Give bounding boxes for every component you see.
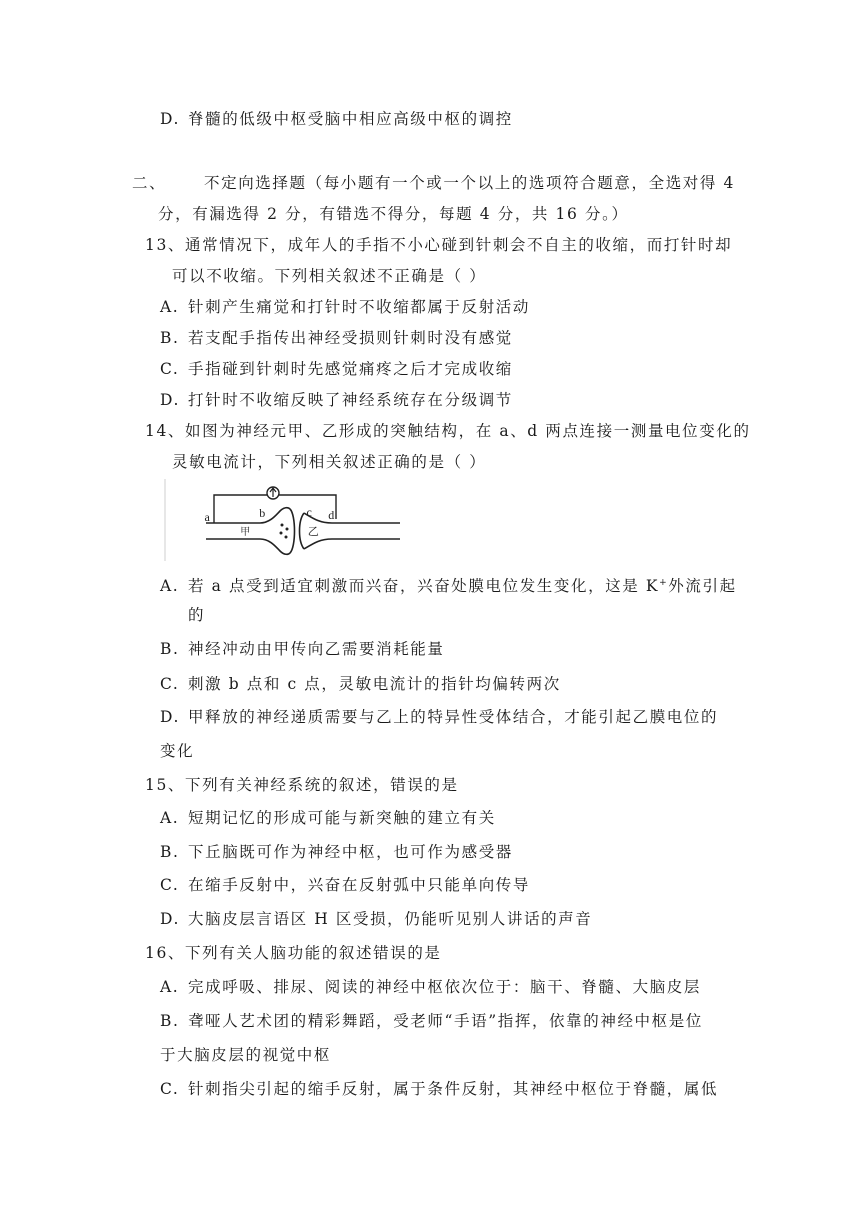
figure-label-a: a (204, 510, 212, 524)
option-label: A. (160, 809, 180, 827)
option-label: C. (160, 360, 180, 378)
q15-option-b (160, 841, 513, 863)
q13-option-c (160, 358, 513, 380)
postsynaptic-membrane (300, 513, 305, 549)
option-label: D. (160, 708, 181, 726)
option-label: A. (160, 978, 180, 996)
superscript: + (659, 578, 669, 588)
option-text: 聋哑人艺术团的精彩舞蹈，受老师“手语”指挥，依靠的神经中枢是位 (188, 1012, 703, 1030)
q15-option-a (160, 807, 496, 829)
option-label: D. (160, 391, 181, 409)
option-text-cont: 外流引起 (668, 577, 737, 596)
option-text: 手指碰到针刺时先感觉痛疼之后才完成收缩 (188, 360, 513, 378)
q15-option-d (160, 908, 592, 930)
q13-option-b (160, 327, 513, 349)
neuron-yi-membrane-top (304, 513, 400, 523)
synapse-diagram (164, 479, 404, 561)
q14-option-b (160, 638, 445, 660)
vesicle (286, 528, 289, 531)
section2-title-line1: 不定向选择题（每小题有一个或一个以上的选项符合题意，全选对得 4 (204, 174, 735, 192)
option-label: B. (160, 843, 180, 861)
q13-option-d (160, 389, 513, 411)
option-label: B. (160, 329, 180, 347)
figure-label-d: d (328, 508, 336, 522)
figure-label-yi: 乙 (307, 525, 321, 538)
q16-option-b-line1 (160, 1010, 703, 1032)
option-label: B. (160, 1012, 180, 1030)
option-text: 针刺指尖引起的缩手反射，属于条件反射，其神经中枢位于脊髓，属低 (188, 1080, 719, 1098)
option-text: 完成呼吸、排尿、阅读的神经中枢依次位于：脑干、脊髓、大脑皮层 (188, 978, 702, 996)
q15-option-c (160, 874, 530, 896)
option-text: 在缩手反射中，兴奋在反射弧中只能单向传导 (188, 876, 531, 894)
neuron-yi-membrane-bottom (304, 539, 400, 549)
figure-label-b: b (259, 506, 267, 520)
option-text: 打针时不收缩反映了神经系统存在分级调节 (188, 391, 513, 409)
section2-number: 二、 (132, 174, 167, 192)
option-text: 下丘脑既可作为神经中枢，也可作为感受器 (188, 843, 513, 861)
neuron-jia-membrane-bottom (206, 539, 290, 554)
option-text: 甲释放的神经递质需要与乙上的特异性受体结合，才能引起乙膜电位的 (188, 708, 719, 726)
q16-option-a (160, 976, 701, 998)
figure-label-c: c (306, 505, 314, 519)
q16-option-b-line2: 于大脑皮层的视觉中枢 (160, 1046, 332, 1064)
option-text: 脊髓的低级中枢受脑中相应高级中枢的调控 (188, 110, 513, 128)
option-label: C. (160, 876, 180, 894)
option-text: 神经冲动由甲传向乙需要消耗能量 (188, 640, 445, 658)
vesicle (281, 524, 284, 527)
q14-option-a-line2: 的 (188, 606, 206, 624)
option-text: 针刺产生痛觉和打针时不收缩都属于反射活动 (188, 298, 531, 316)
option-text: 大脑皮层言语区 H 区受损，仍能听见别人讲话的声音 (188, 910, 593, 928)
vesicle (280, 532, 283, 535)
q12-option-d (160, 108, 513, 130)
option-label: B. (160, 640, 180, 658)
q14-stem-line2: 灵敏电流计，下列相关叙述正确的是（ ） (172, 453, 487, 471)
option-label: D. (160, 110, 181, 128)
q14-option-c (160, 673, 561, 695)
presynaptic-terminal (290, 509, 295, 553)
q14-option-d-line2: 变化 (160, 742, 195, 760)
vesicle (285, 536, 288, 539)
option-label: C. (160, 1080, 180, 1098)
section2-title-line2: 分，有漏选得 2 分，有错选不得分，每题 4 分，共 16 分。） (158, 205, 629, 223)
q15-stem: 15、下列有关神经系统的叙述，错误的是 (145, 776, 459, 794)
q16-option-c-line1 (160, 1078, 718, 1100)
q14-option-d-line1 (160, 706, 718, 728)
option-text: 刺激 b 点和 c 点，灵敏电流计的指针均偏转两次 (188, 675, 561, 693)
q13-stem-line1: 13、通常情况下，成年人的手指不小心碰到针刺会不自主的收缩，而打针时却 (145, 236, 733, 254)
option-text: 短期记忆的形成可能与新突触的建立有关 (188, 809, 496, 827)
q13-stem-line2: 可以不收缩。下列相关叙述不正确是（ ） (172, 267, 487, 285)
option-label: C. (160, 675, 180, 693)
figure-label-jia: 甲 (240, 527, 252, 538)
q16-stem: 16、下列有关人脑功能的叙述错误的是 (145, 944, 442, 962)
q14-option-a-line1 (160, 572, 737, 597)
option-label: A. (160, 577, 180, 596)
q13-option-a (160, 296, 530, 318)
option-text: 若支配手指传出神经受损则针刺时没有感觉 (188, 329, 513, 347)
option-label: D. (160, 910, 181, 928)
option-label: A. (160, 298, 180, 316)
option-text: 若 a 点受到适宜刺激而兴奋，兴奋处膜电位发生变化，这是 K (188, 577, 660, 596)
neuron-jia-membrane-top (206, 508, 290, 523)
q14-stem-line1: 14、如图为神经元甲、乙形成的突触结构，在 a、d 两点连接一测量电位变化的 (145, 422, 751, 440)
